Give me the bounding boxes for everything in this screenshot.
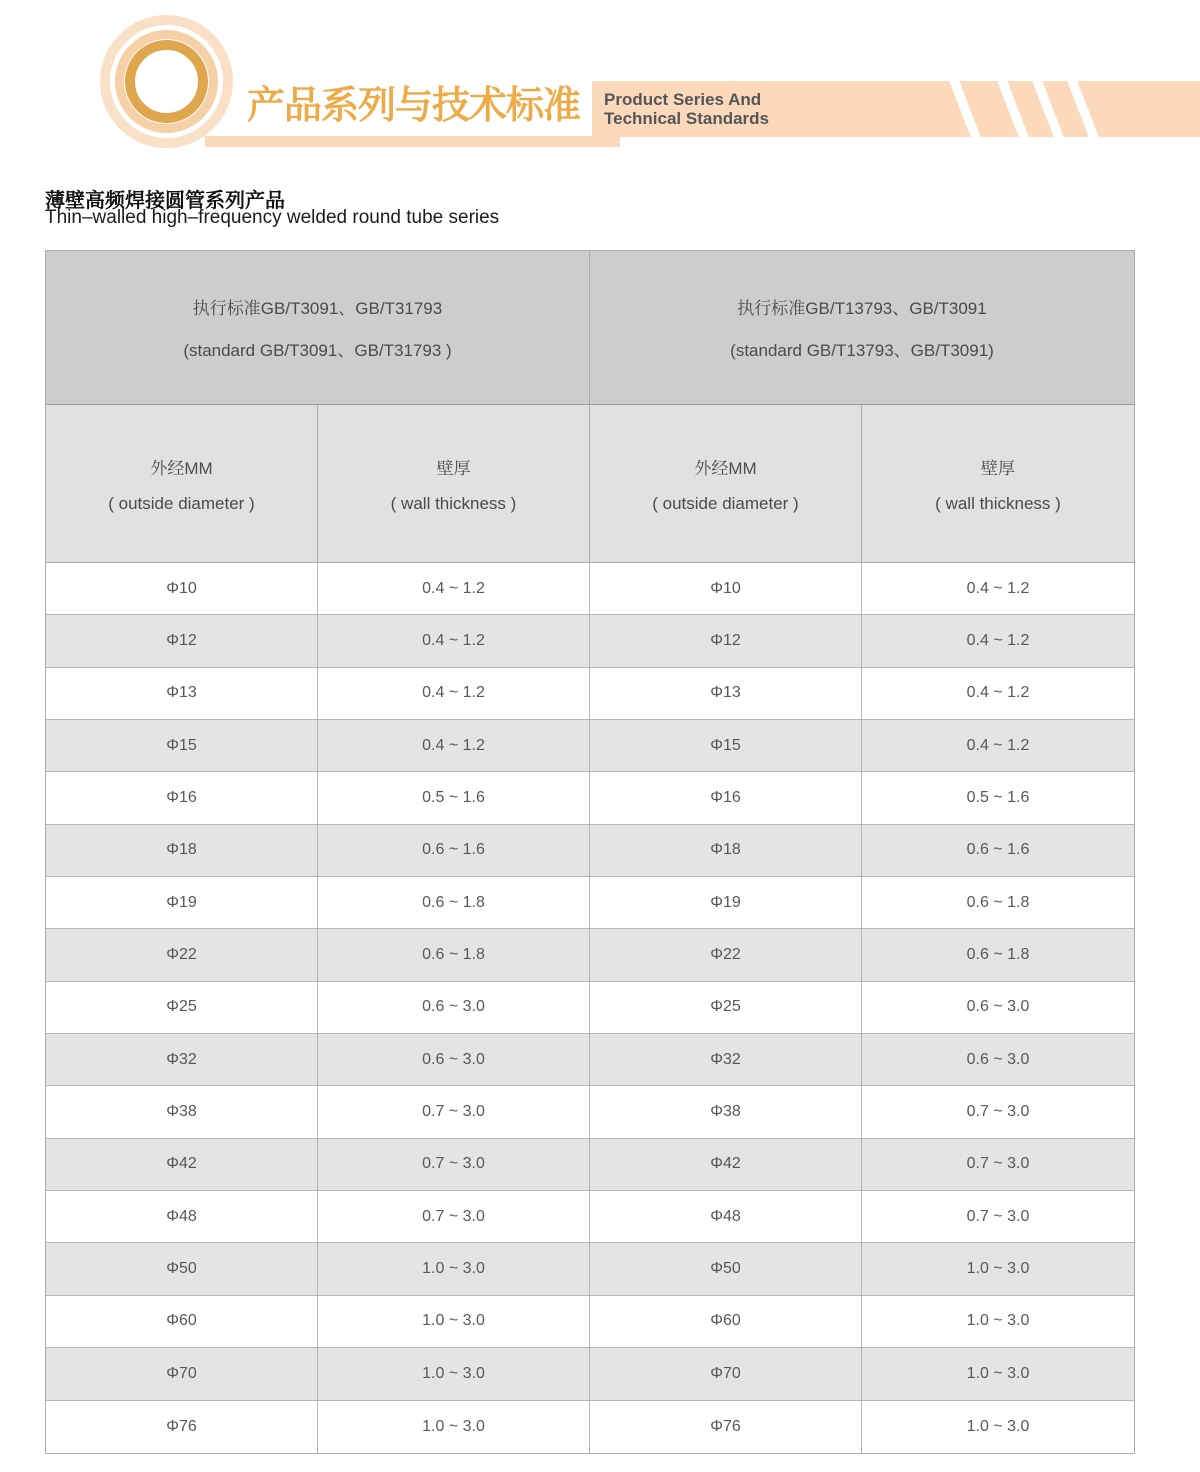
diagonal-stripe-icon [1066,81,1101,137]
table-cell: Φ42 [590,1139,862,1191]
table-cell: Φ76 [590,1401,862,1453]
column-header-cn: 壁厚 [436,458,471,478]
table-cell: 0.6 ~ 3.0 [318,982,590,1034]
table-row [46,1086,1134,1138]
table-cell: 0.7 ~ 3.0 [318,1139,590,1191]
group-header-left-en: (standard GB/T3091、GB/T31793 ) [183,341,452,360]
column-header-en: ( wall thickness ) [390,493,517,513]
table-cell: 1.0 ~ 3.0 [862,1296,1134,1348]
column-header-outside-diameter [46,405,318,563]
table-cell: 0.6 ~ 3.0 [862,982,1134,1034]
table-cell: 1.0 ~ 3.0 [862,1401,1134,1453]
table-cell: Φ13 [46,668,318,720]
page-subtitle-line2: Technical Standards [604,109,770,128]
table-row [46,1296,1134,1348]
table-cell: 0.6 ~ 3.0 [318,1034,590,1086]
diagonal-stripe-icon [996,81,1031,137]
table-cell: 0.7 ~ 3.0 [862,1191,1134,1243]
table-cell: 1.0 ~ 3.0 [318,1296,590,1348]
table-row [46,720,1134,772]
table-column-header-row [46,405,1134,563]
table-body [46,563,1134,1453]
group-header-right-en: (standard GB/T13793、GB/T3091) [730,341,994,360]
table-cell: 0.4 ~ 1.2 [318,615,590,667]
table-cell: 0.6 ~ 1.8 [318,877,590,929]
table-row [46,1139,1134,1191]
table-cell: 0.6 ~ 1.8 [862,877,1134,929]
group-header-left-cn: 执行标准GB/T3091、GB/T31793 [192,299,443,318]
table-cell: 1.0 ~ 3.0 [318,1401,590,1453]
table-cell: Φ76 [46,1401,318,1453]
table-cell: Φ48 [46,1191,318,1243]
table-cell: Φ18 [46,825,318,877]
column-header-outside-diameter [590,405,862,563]
page-title: 产品系列与技术标准 [247,85,581,127]
group-header-right-cn: 执行标准GB/T13793、GB/T3091 [737,299,987,318]
page-subtitle [604,90,769,128]
table-row [46,1034,1134,1086]
section-title-en: Thin–walled high–frequency welded round tube series [45,207,500,228]
table-cell: Φ38 [590,1086,862,1138]
table-cell: 0.4 ~ 1.2 [318,563,590,615]
table-cell: Φ22 [590,929,862,981]
logo-rings-icon [100,15,233,148]
column-header-en: ( outside diameter ) [108,493,255,513]
table-cell: Φ32 [590,1034,862,1086]
table-cell: Φ16 [46,772,318,824]
table-cell: 1.0 ~ 3.0 [318,1243,590,1295]
table-cell: 0.7 ~ 3.0 [862,1086,1134,1138]
table-cell: Φ50 [590,1243,862,1295]
table-cell: 0.6 ~ 1.8 [318,929,590,981]
table-cell: 0.5 ~ 1.6 [318,772,590,824]
table-cell: 0.7 ~ 3.0 [318,1191,590,1243]
table-cell: 0.4 ~ 1.2 [862,668,1134,720]
table-cell: Φ10 [46,563,318,615]
table-cell: Φ38 [46,1086,318,1138]
table-cell: 1.0 ~ 3.0 [862,1243,1134,1295]
table-cell: 0.6 ~ 1.6 [862,825,1134,877]
table-cell: 0.6 ~ 3.0 [862,1034,1134,1086]
diagonal-stripe-icon [1031,81,1066,137]
column-header-cn: 外经MM [150,458,213,478]
table-row [46,929,1134,981]
table-cell: 0.4 ~ 1.2 [862,720,1134,772]
table-cell: Φ16 [590,772,862,824]
group-header-right [590,251,1134,405]
table-cell: 0.7 ~ 3.0 [318,1086,590,1138]
table-cell: Φ32 [46,1034,318,1086]
table-cell: Φ48 [590,1191,862,1243]
product-table [45,250,1135,1454]
table-cell: Φ50 [46,1243,318,1295]
table-cell: Φ70 [46,1348,318,1400]
column-header-en: ( wall thickness ) [935,493,1061,513]
diagonal-stripe-icon [948,81,983,137]
table-row [46,1401,1134,1453]
table-cell: 0.6 ~ 1.6 [318,825,590,877]
table-cell: Φ12 [590,615,862,667]
table-cell: Φ15 [590,720,862,772]
table-group-header-row [46,251,1134,405]
table-cell: Φ60 [46,1296,318,1348]
table-row [46,877,1134,929]
table-row [46,1243,1134,1295]
table-cell: Φ19 [46,877,318,929]
table-row [46,982,1134,1034]
table-cell: Φ22 [46,929,318,981]
logo-inner-ring [125,40,208,123]
table-row [46,1191,1134,1243]
table-cell: Φ12 [46,615,318,667]
section-title-cn: 薄壁高频焊接圆管系列产品 [45,190,285,212]
column-header-en: ( outside diameter ) [652,493,799,513]
table-cell: 0.4 ~ 1.2 [862,563,1134,615]
table-cell: Φ60 [590,1296,862,1348]
table-row [46,825,1134,877]
table-cell: Φ19 [590,877,862,929]
header-band [592,81,1200,137]
table-cell: Φ18 [590,825,862,877]
table-cell: 0.4 ~ 1.2 [318,720,590,772]
logo-outer-ring [100,15,233,148]
table-cell: Φ25 [590,982,862,1034]
table-cell: 0.4 ~ 1.2 [318,668,590,720]
table-cell: Φ70 [590,1348,862,1400]
logo-middle-ring [115,30,218,133]
table-cell: Φ15 [46,720,318,772]
table-row [46,563,1134,615]
table-cell: 1.0 ~ 3.0 [862,1348,1134,1400]
table-cell: Φ10 [590,563,862,615]
table-cell: Φ42 [46,1139,318,1191]
table-row [46,615,1134,667]
column-header-wall-thickness [318,405,590,563]
table-row [46,772,1134,824]
table-cell: 0.6 ~ 1.8 [862,929,1134,981]
column-header-cn: 壁厚 [981,458,1015,478]
page-subtitle-line1: Product Series And [604,90,762,109]
column-header-cn: 外经MM [694,458,757,478]
group-header-left [46,251,590,405]
table-cell: Φ25 [46,982,318,1034]
header-underline-strip [205,136,620,147]
table-cell: 1.0 ~ 3.0 [318,1348,590,1400]
column-header-wall-thickness [862,405,1134,563]
table-row [46,1348,1134,1400]
table-cell: 0.4 ~ 1.2 [862,615,1134,667]
table-cell: 0.7 ~ 3.0 [862,1139,1134,1191]
table-cell: Φ13 [590,668,862,720]
table-row [46,668,1134,720]
table-cell: 0.5 ~ 1.6 [862,772,1134,824]
